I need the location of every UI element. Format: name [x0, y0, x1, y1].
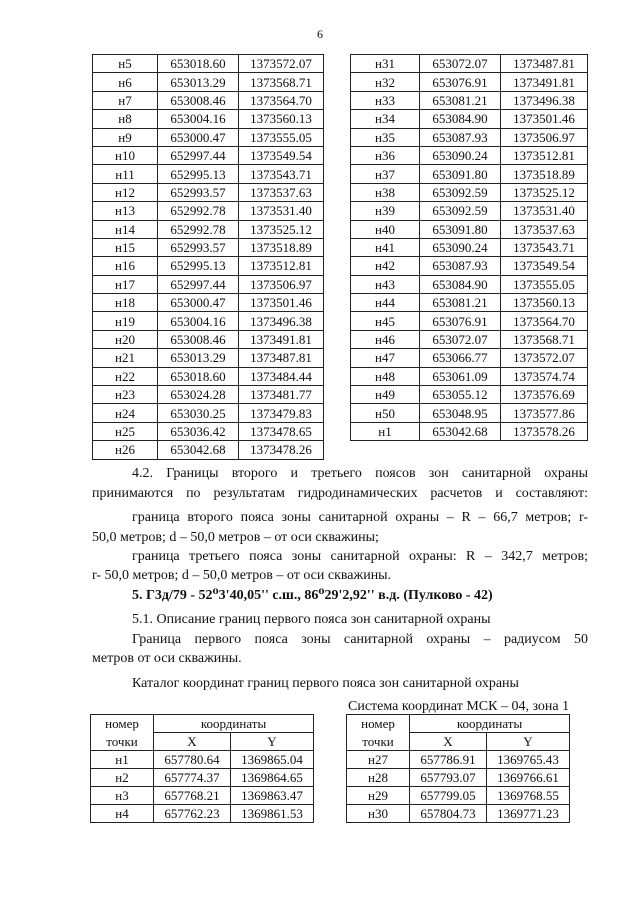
table-row — [351, 386, 588, 404]
table-row — [351, 330, 588, 348]
section-5-1-line-2: метров от оси скважины. — [92, 651, 242, 666]
y-coordinate-cell: 1369861.53 — [231, 805, 314, 823]
y-coordinate-cell: 1373555.05 — [501, 275, 588, 293]
header-point-label: точки — [91, 733, 154, 751]
section-5-heading: 5. Г3д/79 - 52⁰3'40,05'' с.ш., 86⁰29'2,92'' в.д. (Пулково - 42) — [132, 588, 493, 603]
y-coordinate-cell: 1373543.71 — [501, 238, 588, 256]
x-coordinate-cell: 657774.37 — [154, 769, 231, 787]
y-coordinate-cell: 1369768.55 — [487, 787, 570, 805]
point-id-cell: н21 — [93, 349, 158, 367]
point-id-cell: н15 — [93, 238, 158, 256]
page-number: 6 — [317, 27, 323, 41]
table-row — [93, 202, 324, 220]
table-row — [93, 404, 324, 422]
x-coordinate-cell: 653018.60 — [158, 55, 239, 73]
table-row — [91, 751, 314, 769]
x-coordinate-cell: 653092.59 — [420, 202, 501, 220]
table-row — [347, 787, 570, 805]
point-id-cell: н39 — [351, 202, 420, 220]
x-coordinate-cell: 653042.68 — [158, 441, 239, 459]
table-row — [351, 165, 588, 183]
x-coordinate-cell: 652992.78 — [158, 202, 239, 220]
table-row — [351, 73, 588, 91]
y-coordinate-cell: 1373531.40 — [501, 202, 588, 220]
point-id-cell: н19 — [93, 312, 158, 330]
x-coordinate-cell: 653076.91 — [420, 73, 501, 91]
table-row — [347, 805, 570, 823]
point-id-cell: н42 — [351, 257, 420, 275]
y-coordinate-cell: 1373481.77 — [239, 386, 324, 404]
header-y: Y — [231, 733, 314, 751]
table-row — [93, 128, 324, 146]
header-coordinates: координаты — [154, 715, 314, 733]
table-row — [351, 128, 588, 146]
x-coordinate-cell: 653061.09 — [420, 367, 501, 385]
y-coordinate-cell: 1373555.05 — [239, 128, 324, 146]
point-id-cell: н7 — [93, 91, 158, 109]
y-coordinate-cell: 1373574.74 — [501, 367, 588, 385]
section-5-1-title: 5.1. Описание границ первого пояса зон санитарной охраны — [132, 612, 491, 627]
section-4-2-line-6: r- 50,0 метров; d – 50,0 метров – от оси скважины. — [92, 568, 392, 583]
table-row — [347, 751, 570, 769]
table-row — [351, 294, 588, 312]
coordinates-table-top-left — [92, 54, 324, 460]
point-id-cell: н28 — [347, 769, 410, 787]
table-row — [351, 275, 588, 293]
x-coordinate-cell: 652997.44 — [158, 275, 239, 293]
x-coordinate-cell: 657786.91 — [410, 751, 487, 769]
table-row — [93, 367, 324, 385]
x-coordinate-cell: 657762.23 — [154, 805, 231, 823]
y-coordinate-cell: 1373525.12 — [501, 183, 588, 201]
y-coordinate-cell: 1373518.89 — [239, 238, 324, 256]
x-coordinate-cell: 652993.57 — [158, 183, 239, 201]
y-coordinate-cell: 1373501.46 — [501, 110, 588, 128]
x-coordinate-cell: 653000.47 — [158, 128, 239, 146]
x-coordinate-cell: 653090.24 — [420, 238, 501, 256]
point-id-cell: н6 — [93, 73, 158, 91]
x-coordinate-cell: 653087.93 — [420, 128, 501, 146]
header-x: X — [410, 733, 487, 751]
point-id-cell: н45 — [351, 312, 420, 330]
x-coordinate-cell: 653091.80 — [420, 165, 501, 183]
point-id-cell: н23 — [93, 386, 158, 404]
point-id-cell: н29 — [347, 787, 410, 805]
table-row — [351, 238, 588, 256]
y-coordinate-cell: 1369771.23 — [487, 805, 570, 823]
point-id-cell: н40 — [351, 220, 420, 238]
y-coordinate-cell: 1373518.89 — [501, 165, 588, 183]
x-coordinate-cell: 653024.28 — [158, 386, 239, 404]
y-coordinate-cell: 1373564.70 — [239, 91, 324, 109]
header-point-number: номер — [91, 715, 154, 733]
table-row — [93, 275, 324, 293]
table-row — [351, 91, 588, 109]
coordinates-table-top-right — [350, 54, 588, 441]
y-coordinate-cell: 1369865.04 — [231, 751, 314, 769]
x-coordinate-cell: 653081.21 — [420, 294, 501, 312]
table-row — [91, 787, 314, 805]
table-row — [93, 110, 324, 128]
point-id-cell: н5 — [93, 55, 158, 73]
point-id-cell: н49 — [351, 386, 420, 404]
x-coordinate-cell: 653087.93 — [420, 257, 501, 275]
point-id-cell: н37 — [351, 165, 420, 183]
catalog-title: Каталог координат границ первого пояса зон санитарной охраны — [132, 676, 519, 691]
table-row — [93, 220, 324, 238]
point-id-cell: н1 — [91, 751, 154, 769]
y-coordinate-cell: 1369864.65 — [231, 769, 314, 787]
section-4-2-line-2: принимаются по результатам гидродинамических расчетов и составляют: — [92, 486, 588, 501]
section-4-2-line-5: граница третьего пояса зоны санитарной охраны: R – 342,7 метров; — [132, 549, 588, 564]
table-row — [351, 183, 588, 201]
table-row — [93, 330, 324, 348]
point-id-cell: н36 — [351, 146, 420, 164]
table-row — [93, 55, 324, 73]
x-coordinate-cell: 652997.44 — [158, 146, 239, 164]
header-row — [91, 733, 314, 751]
header-row — [91, 715, 314, 733]
header-row — [347, 733, 570, 751]
y-coordinate-cell: 1373560.13 — [239, 110, 324, 128]
table-row — [93, 238, 324, 256]
table-row — [93, 441, 324, 459]
y-coordinate-cell: 1373543.71 — [239, 165, 324, 183]
table-row — [93, 91, 324, 109]
table-row — [351, 257, 588, 275]
point-id-cell: н16 — [93, 257, 158, 275]
y-coordinate-cell: 1373496.38 — [501, 91, 588, 109]
point-id-cell: н44 — [351, 294, 420, 312]
x-coordinate-cell: 657768.21 — [154, 787, 231, 805]
section-4-2-line-4: 50,0 метров; d – 50,0 метров – от оси скважины; — [92, 530, 379, 545]
y-coordinate-cell: 1373568.71 — [239, 73, 324, 91]
y-coordinate-cell: 1373491.81 — [239, 330, 324, 348]
table-row — [93, 312, 324, 330]
x-coordinate-cell: 653004.16 — [158, 312, 239, 330]
point-id-cell: н31 — [351, 55, 420, 73]
y-coordinate-cell: 1373506.97 — [501, 128, 588, 146]
y-coordinate-cell: 1373491.81 — [501, 73, 588, 91]
point-id-cell: н3 — [91, 787, 154, 805]
table-row — [351, 110, 588, 128]
y-coordinate-cell: 1373487.81 — [501, 55, 588, 73]
y-coordinate-cell: 1373478.26 — [239, 441, 324, 459]
y-coordinate-cell: 1369863.47 — [231, 787, 314, 805]
table-row — [91, 769, 314, 787]
x-coordinate-cell: 653090.24 — [420, 146, 501, 164]
x-coordinate-cell: 653013.29 — [158, 349, 239, 367]
table-row — [351, 404, 588, 422]
x-coordinate-cell: 653030.25 — [158, 404, 239, 422]
x-coordinate-cell: 657780.64 — [154, 751, 231, 769]
point-id-cell: н48 — [351, 367, 420, 385]
table-row — [351, 367, 588, 385]
header-coordinates: координаты — [410, 715, 570, 733]
y-coordinate-cell: 1369765.43 — [487, 751, 570, 769]
point-id-cell: н50 — [351, 404, 420, 422]
y-coordinate-cell: 1369766.61 — [487, 769, 570, 787]
x-coordinate-cell: 653008.46 — [158, 330, 239, 348]
point-id-cell: н12 — [93, 183, 158, 201]
point-id-cell: н35 — [351, 128, 420, 146]
point-id-cell: н22 — [93, 367, 158, 385]
x-coordinate-cell: 653018.60 — [158, 367, 239, 385]
table-row — [93, 146, 324, 164]
x-coordinate-cell: 653066.77 — [420, 349, 501, 367]
x-coordinate-cell: 657799.05 — [410, 787, 487, 805]
x-coordinate-cell: 652995.13 — [158, 257, 239, 275]
y-coordinate-cell: 1373478.65 — [239, 422, 324, 440]
x-coordinate-cell: 653013.29 — [158, 73, 239, 91]
y-coordinate-cell: 1373537.63 — [239, 183, 324, 201]
point-id-cell: н20 — [93, 330, 158, 348]
x-coordinate-cell: 653091.80 — [420, 220, 501, 238]
table-row — [93, 294, 324, 312]
table-row — [91, 805, 314, 823]
x-coordinate-cell: 652995.13 — [158, 165, 239, 183]
x-coordinate-cell: 653042.68 — [420, 422, 501, 440]
point-id-cell: н13 — [93, 202, 158, 220]
x-coordinate-cell: 653055.12 — [420, 386, 501, 404]
table-row — [351, 55, 588, 73]
catalog-table-left — [90, 714, 314, 823]
x-coordinate-cell: 652993.57 — [158, 238, 239, 256]
y-coordinate-cell: 1373512.81 — [501, 146, 588, 164]
y-coordinate-cell: 1373496.38 — [239, 312, 324, 330]
y-coordinate-cell: 1373487.81 — [239, 349, 324, 367]
x-coordinate-cell: 657793.07 — [410, 769, 487, 787]
point-id-cell: н47 — [351, 349, 420, 367]
point-id-cell: н11 — [93, 165, 158, 183]
point-id-cell: н8 — [93, 110, 158, 128]
point-id-cell: н17 — [93, 275, 158, 293]
point-id-cell: н41 — [351, 238, 420, 256]
header-x: X — [154, 733, 231, 751]
point-id-cell: н1 — [351, 422, 420, 440]
point-id-cell: н30 — [347, 805, 410, 823]
y-coordinate-cell: 1373576.69 — [501, 386, 588, 404]
x-coordinate-cell: 653048.95 — [420, 404, 501, 422]
header-point-label: точки — [347, 733, 410, 751]
point-id-cell: н26 — [93, 441, 158, 459]
x-coordinate-cell: 653008.46 — [158, 91, 239, 109]
x-coordinate-cell: 653081.21 — [420, 91, 501, 109]
catalog-table-right — [346, 714, 570, 823]
point-id-cell: н34 — [351, 110, 420, 128]
coordinate-system: Система координат МСК – 04, зона 1 — [348, 699, 570, 714]
y-coordinate-cell: 1373564.70 — [501, 312, 588, 330]
table-row — [351, 422, 588, 440]
table-row — [347, 769, 570, 787]
x-coordinate-cell: 653084.90 — [420, 275, 501, 293]
table-row — [351, 146, 588, 164]
table-row — [93, 422, 324, 440]
x-coordinate-cell: 652992.78 — [158, 220, 239, 238]
table-row — [93, 183, 324, 201]
table-row — [351, 312, 588, 330]
y-coordinate-cell: 1373501.46 — [239, 294, 324, 312]
x-coordinate-cell: 653004.16 — [158, 110, 239, 128]
table-row — [93, 349, 324, 367]
x-coordinate-cell: 657804.73 — [410, 805, 487, 823]
point-id-cell: н38 — [351, 183, 420, 201]
y-coordinate-cell: 1373531.40 — [239, 202, 324, 220]
point-id-cell: н14 — [93, 220, 158, 238]
point-id-cell: н25 — [93, 422, 158, 440]
table-row — [93, 257, 324, 275]
y-coordinate-cell: 1373549.54 — [239, 146, 324, 164]
point-id-cell: н32 — [351, 73, 420, 91]
y-coordinate-cell: 1373484.44 — [239, 367, 324, 385]
y-coordinate-cell: 1373525.12 — [239, 220, 324, 238]
y-coordinate-cell: 1373578.26 — [501, 422, 588, 440]
x-coordinate-cell: 653000.47 — [158, 294, 239, 312]
x-coordinate-cell: 653092.59 — [420, 183, 501, 201]
y-coordinate-cell: 1373568.71 — [501, 330, 588, 348]
x-coordinate-cell: 653036.42 — [158, 422, 239, 440]
point-id-cell: н10 — [93, 146, 158, 164]
y-coordinate-cell: 1373537.63 — [501, 220, 588, 238]
y-coordinate-cell: 1373572.07 — [239, 55, 324, 73]
x-coordinate-cell: 653072.07 — [420, 330, 501, 348]
header-point-number: номер — [347, 715, 410, 733]
x-coordinate-cell: 653076.91 — [420, 312, 501, 330]
point-id-cell: н24 — [93, 404, 158, 422]
point-id-cell: н2 — [91, 769, 154, 787]
table-row — [351, 220, 588, 238]
section-4-2-line-1: 4.2. Границы второго и третьего поясов зон санитарной охраны — [132, 466, 588, 481]
y-coordinate-cell: 1373512.81 — [239, 257, 324, 275]
y-coordinate-cell: 1373560.13 — [501, 294, 588, 312]
section-5-1-line-1: Граница первого пояса зоны санитарной охраны – радиусом 50 — [132, 632, 588, 647]
point-id-cell: н9 — [93, 128, 158, 146]
x-coordinate-cell: 653084.90 — [420, 110, 501, 128]
table-row — [93, 386, 324, 404]
table-row — [351, 349, 588, 367]
point-id-cell: н18 — [93, 294, 158, 312]
point-id-cell: н4 — [91, 805, 154, 823]
y-coordinate-cell: 1373506.97 — [239, 275, 324, 293]
section-4-2-line-3: граница второго пояса зоны санитарной охраны – R – 66,7 метров; r- — [132, 510, 588, 525]
table-row — [93, 73, 324, 91]
y-coordinate-cell: 1373479.83 — [239, 404, 324, 422]
table-row — [93, 165, 324, 183]
y-coordinate-cell: 1373549.54 — [501, 257, 588, 275]
table-row — [351, 202, 588, 220]
point-id-cell: н33 — [351, 91, 420, 109]
point-id-cell: н46 — [351, 330, 420, 348]
header-row — [347, 715, 570, 733]
point-id-cell: н43 — [351, 275, 420, 293]
x-coordinate-cell: 653072.07 — [420, 55, 501, 73]
y-coordinate-cell: 1373572.07 — [501, 349, 588, 367]
header-y: Y — [487, 733, 570, 751]
point-id-cell: н27 — [347, 751, 410, 769]
y-coordinate-cell: 1373577.86 — [501, 404, 588, 422]
